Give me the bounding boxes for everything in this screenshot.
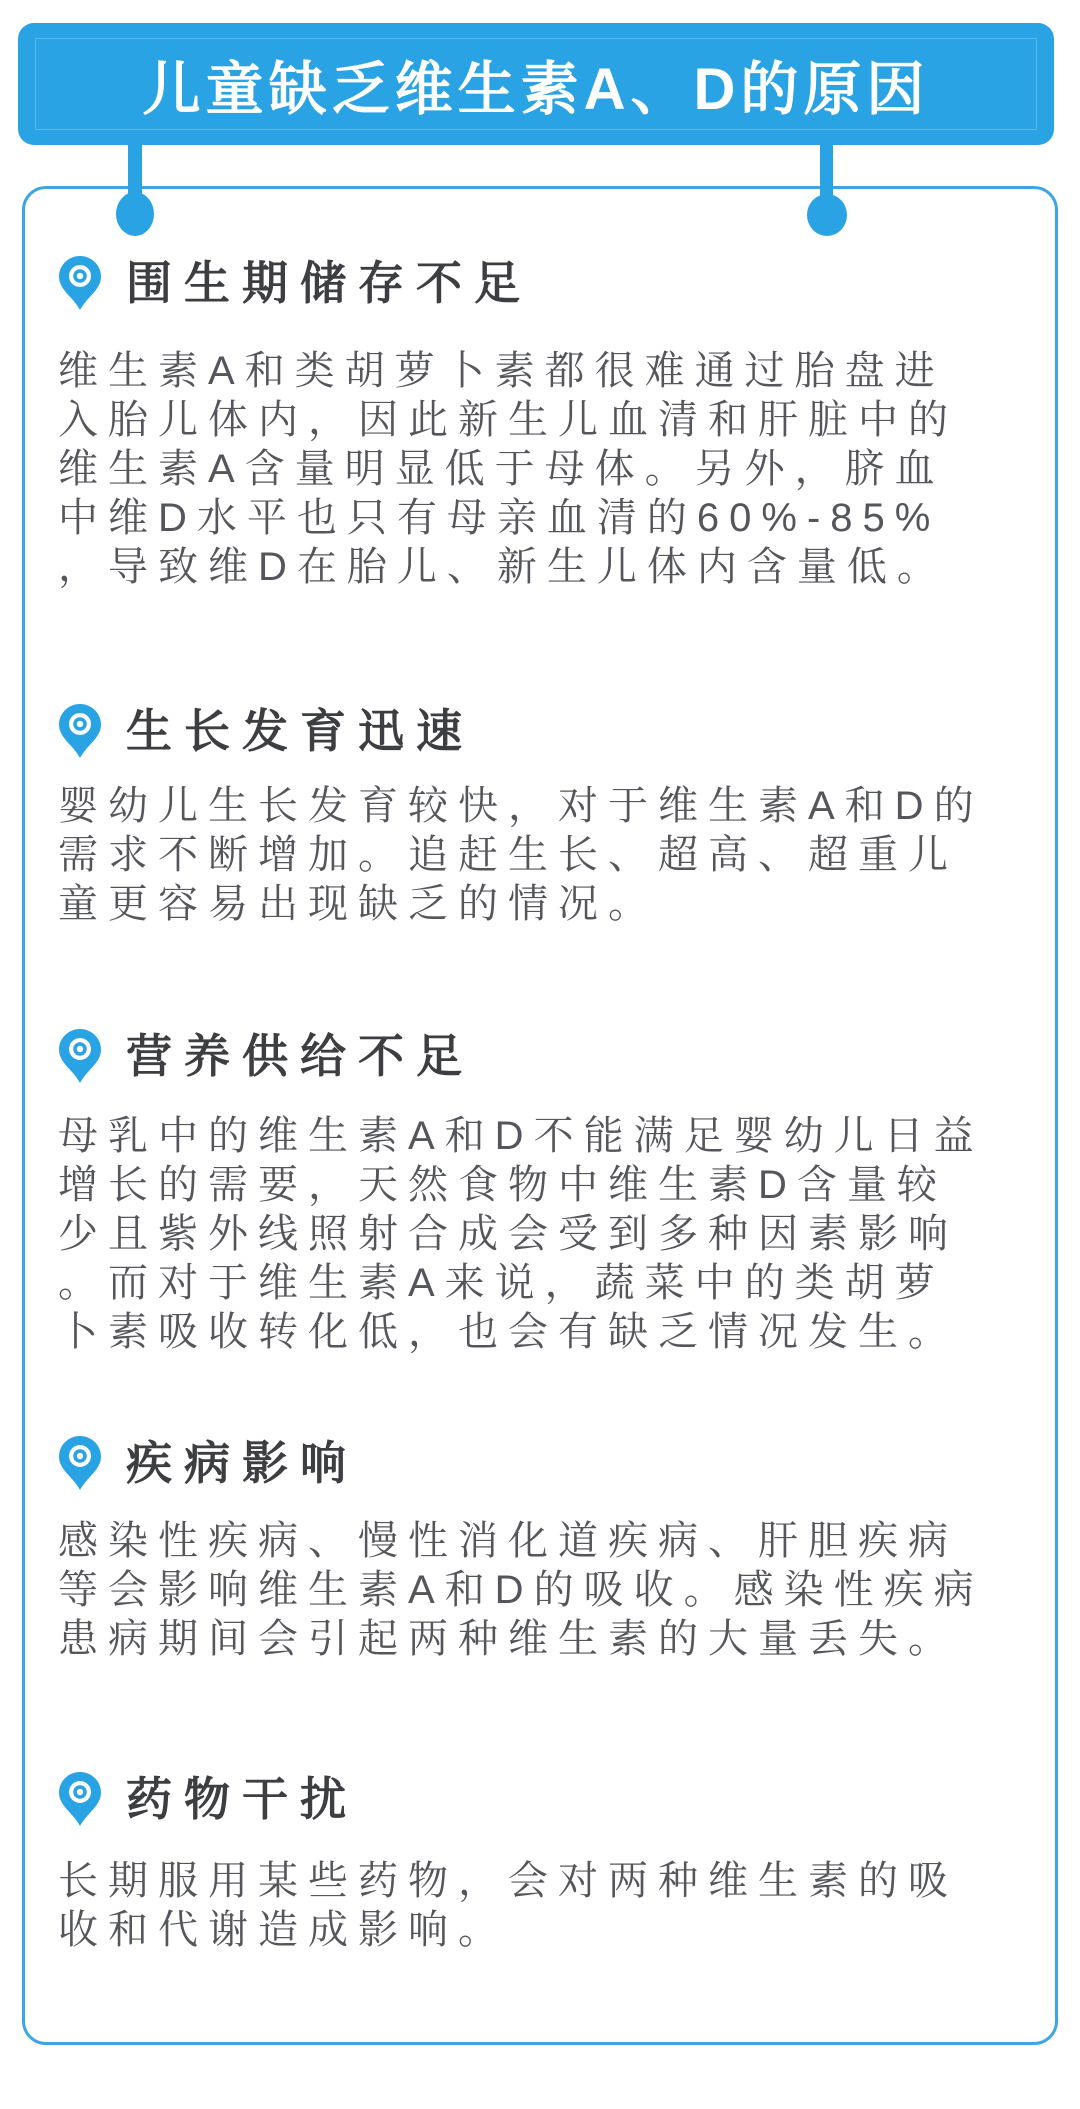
section-title: 药物干扰 [126,1773,358,1825]
body-line: 。而对于维生素A来说，蔬菜中的类胡萝 [58,1261,945,1305]
location-pin-icon [58,1771,102,1827]
page-title: 儿童缺乏维生素A、D的原因 [142,57,930,122]
body-line: 需求不断增加。追赶生长、超高、超重儿 [58,833,958,877]
section-title: 围生期储存不足 [126,257,532,309]
body-line: 维生素A和类胡萝卜素都很难通过胎盘进 [58,349,945,393]
body-line: 婴幼儿生长发育较快，对于维生素A和D的 [58,784,984,828]
section-body-insufficient-nutrition [58,1112,1023,1357]
body-line: 长期服用某些药物，会对两种维生素的吸 [58,1859,958,1903]
body-line: ，导致维D在胎儿、新生儿体内含量低。 [58,545,947,589]
body-line: 患病期间会引起两种维生素的大量丢失。 [58,1617,958,1661]
section-heading-drug-interference [58,1770,358,1828]
body-line: 童更容易出现缺乏的情况。 [58,882,658,926]
connector-dot-right [807,194,847,236]
location-pin-icon [58,703,102,759]
header-banner [18,23,1054,145]
section-body-drug-interference [58,1857,1023,1955]
body-line: 维生素A含量明显低于母体。另外，脐血 [58,447,945,491]
section-heading-insufficient-nutrition [58,1027,474,1085]
section-body-disease-influence [58,1517,1023,1664]
body-line: 收和代谢造成影响。 [58,1908,508,1952]
section-body-perinatal-storage [58,347,1023,592]
location-pin-icon [58,1028,102,1084]
location-pin-icon [58,1435,102,1491]
location-pin-icon [58,255,102,311]
body-line: 入胎儿体内，因此新生儿血清和肝脏中的 [58,398,958,442]
body-line: 卜素吸收转化低，也会有缺乏情况发生。 [58,1310,958,1354]
section-title: 营养供给不足 [126,1030,474,1082]
section-heading-rapid-growth [58,702,474,760]
section-heading-perinatal-storage [58,254,532,312]
connector-dot-left [116,192,154,236]
body-line: 中维D水平也只有母亲血清的60%-85% [58,496,941,540]
section-heading-disease-influence [58,1434,358,1492]
body-line: 少且紫外线照射合成会受到多种因素影响 [58,1212,958,1256]
section-body-rapid-growth [58,782,1023,929]
section-title: 生长发育迅速 [126,705,474,757]
section-title: 疾病影响 [126,1437,358,1489]
body-line: 增长的需要，天然食物中维生素D含量较 [58,1163,947,1207]
body-line: 等会影响维生素A和D的吸收。感染性疾病 [58,1568,984,1612]
body-line: 母乳中的维生素A和D不能满足婴幼儿日益 [58,1114,984,1158]
body-line: 感染性疾病、慢性消化道疾病、肝胆疾病 [58,1519,958,1563]
